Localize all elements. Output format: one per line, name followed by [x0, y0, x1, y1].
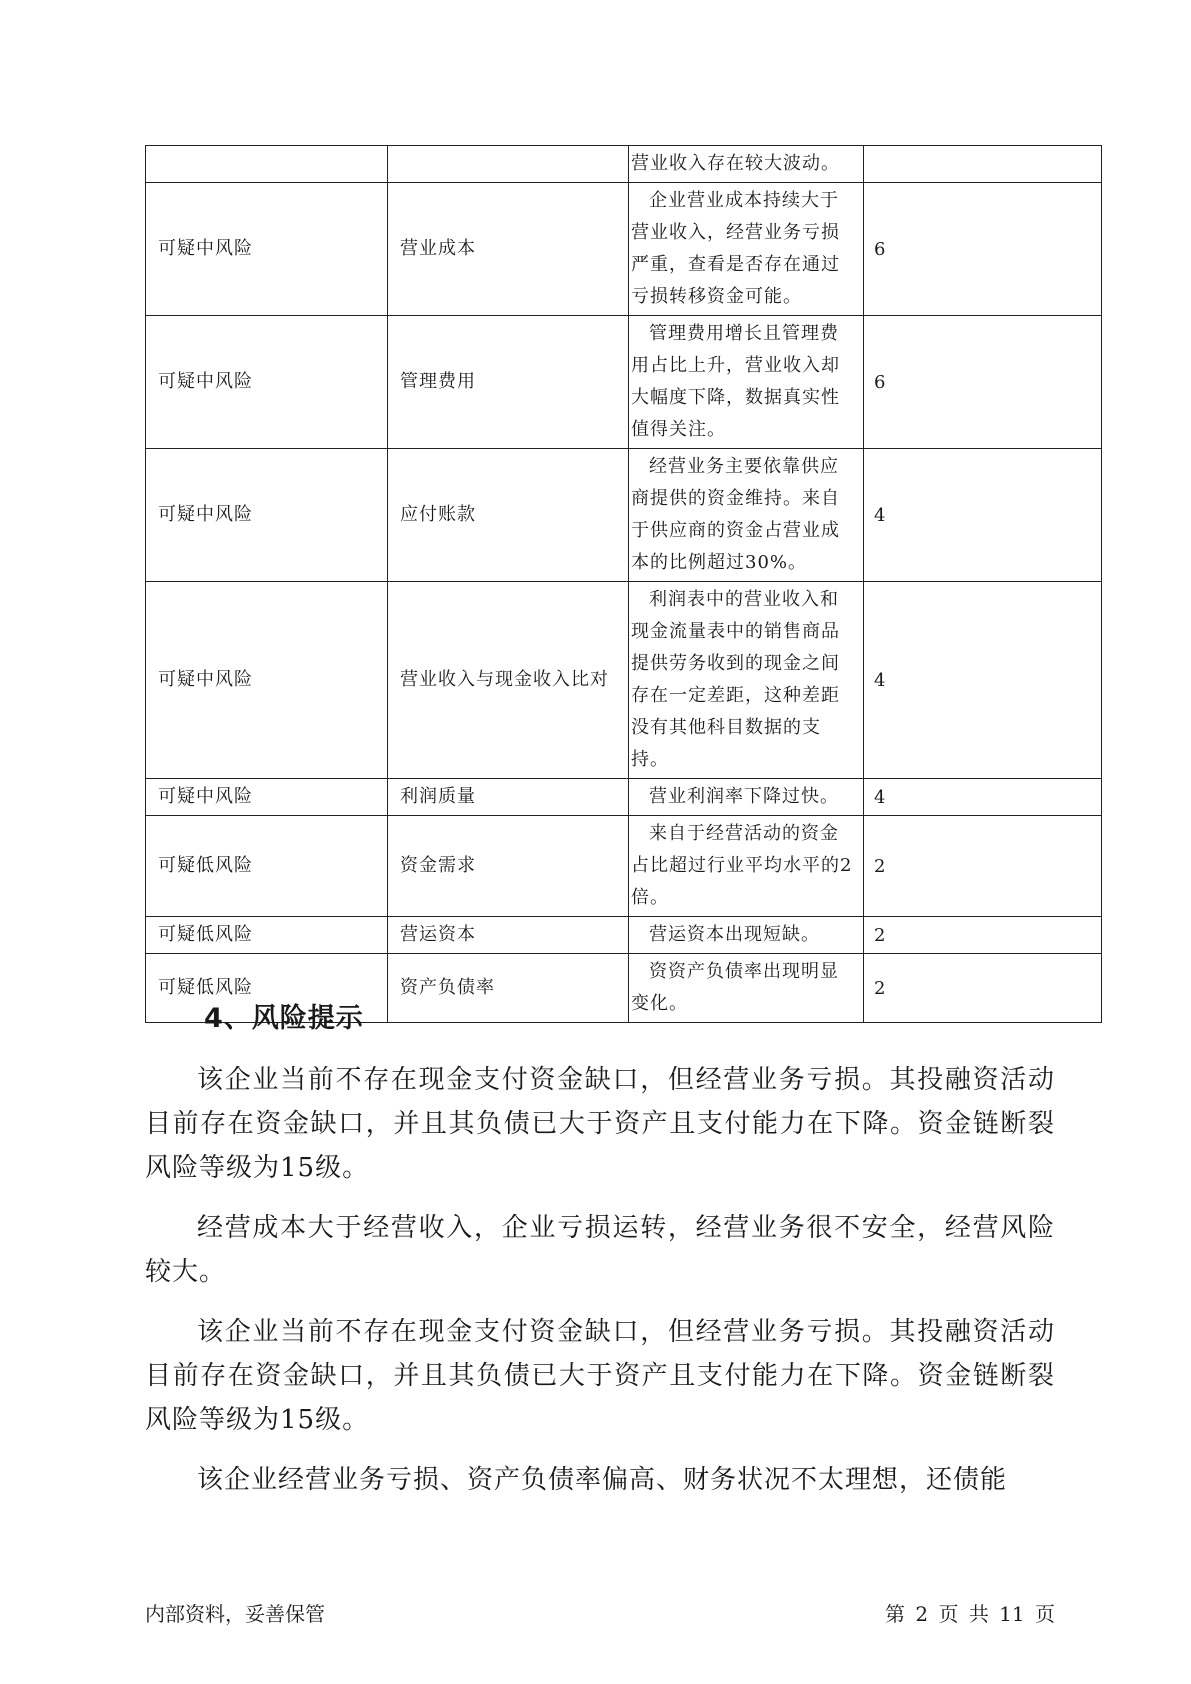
footer-confidential-note: 内部资料，妥善保管 [145, 1602, 325, 1626]
risk-desc-text: 来自于经营活动的资金占比超过行业平均水平的2倍。 [631, 823, 853, 908]
risk-desc-cell [629, 582, 864, 779]
risk-score-cell: 4 [864, 779, 1102, 816]
table-row [146, 449, 1102, 582]
risk-score-cell: 6 [864, 183, 1102, 316]
risk-level-cell: 可疑中风险 [146, 779, 388, 816]
risk-desc-cell [629, 816, 864, 917]
risk-item-cell: 利润质量 [388, 779, 629, 816]
risk-desc-text: 管理费用增长且管理费用占比上升，营业收入却大幅度下降，数据真实性值得关注。 [631, 323, 840, 440]
table-row [146, 816, 1102, 917]
risk-desc-cell [629, 146, 864, 183]
risk-item-cell: 资产负债率 [388, 954, 629, 1023]
risk-desc-text: 资资产负债率出现明显变化。 [631, 961, 839, 1014]
risk-level-cell: 可疑中风险 [146, 316, 388, 449]
footer-page-number: 第 2 页 共 11 页 [885, 1602, 1055, 1626]
risk-level-cell: 可疑中风险 [146, 183, 388, 316]
paragraph: 该企业经营业务亏损、资产负债率偏高、财务状况不太理想，还债能 [197, 1465, 1008, 1495]
risk-level-cell [146, 146, 388, 183]
table-row [146, 316, 1102, 449]
risk-table [145, 145, 1102, 1023]
risk-desc-cell [629, 183, 864, 316]
risk-desc-cell [629, 954, 864, 1023]
risk-score-cell: 4 [864, 582, 1102, 779]
risk-score-cell: 2 [864, 954, 1102, 1023]
risk-level-cell: 可疑中风险 [146, 582, 388, 779]
risk-desc-text: 营业利润率下降过快。 [649, 786, 839, 807]
section-heading: 4、风险提示 [204, 1003, 364, 1034]
paragraph: 该企业当前不存在现金支付资金缺口，但经营业务亏损。其投融资活动目前存在资金缺口，并且其负债已大于资产且支付能力在下降。资金链断裂风险等级为15级。 [145, 1317, 1055, 1435]
risk-desc-text: 营运资本出现短缺。 [649, 924, 820, 945]
risk-item-cell: 营业收入与现金收入比对 [388, 582, 629, 779]
risk-level-cell: 可疑低风险 [146, 917, 388, 954]
risk-desc-text: 经营业务主要依靠供应商提供的资金维持。来自于供应商的资金占营业成本的比例超过30%。 [631, 456, 840, 573]
risk-score-cell [864, 146, 1102, 183]
risk-item-cell [388, 146, 629, 183]
risk-score-cell: 4 [864, 449, 1102, 582]
risk-score-cell: 2 [864, 816, 1102, 917]
risk-item-cell: 管理费用 [388, 316, 629, 449]
risk-level-cell: 可疑低风险 [146, 954, 388, 1023]
paragraph: 经营成本大于经营收入，企业亏损运转，经营业务很不安全，经营风险较大。 [145, 1213, 1055, 1287]
risk-desc-cell [629, 917, 864, 954]
table-row [146, 917, 1102, 954]
risk-level-cell: 可疑低风险 [146, 816, 388, 917]
table-row [146, 779, 1102, 816]
risk-desc-cell [629, 449, 864, 582]
risk-desc-text: 利润表中的营业收入和现金流量表中的销售商品提供劳务收到的现金之间存在一定差距，这种差距没有其他科目数据的支持。 [631, 589, 840, 770]
risk-desc-text: 企业营业成本持续大于营业收入，经营业务亏损严重，查看是否存在通过亏损转移资金可能。 [631, 190, 840, 307]
section-body [145, 1058, 1055, 1518]
table-row [146, 183, 1102, 316]
risk-score-cell: 6 [864, 316, 1102, 449]
risk-level-cell: 可疑中风险 [146, 449, 388, 582]
risk-score-cell: 2 [864, 917, 1102, 954]
risk-desc-cell [629, 779, 864, 816]
risk-item-cell: 营业成本 [388, 183, 629, 316]
risk-desc-text: 营业收入存在较大波动。 [631, 153, 840, 174]
table-row [146, 582, 1102, 779]
risk-desc-cell [629, 316, 864, 449]
risk-item-cell: 应付账款 [388, 449, 629, 582]
table-row [146, 146, 1102, 183]
risk-item-cell: 资金需求 [388, 816, 629, 917]
risk-item-cell: 营运资本 [388, 917, 629, 954]
paragraph: 该企业当前不存在现金支付资金缺口，但经营业务亏损。其投融资活动目前存在资金缺口，并且其负债已大于资产且支付能力在下降。资金链断裂风险等级为15级。 [145, 1065, 1055, 1183]
